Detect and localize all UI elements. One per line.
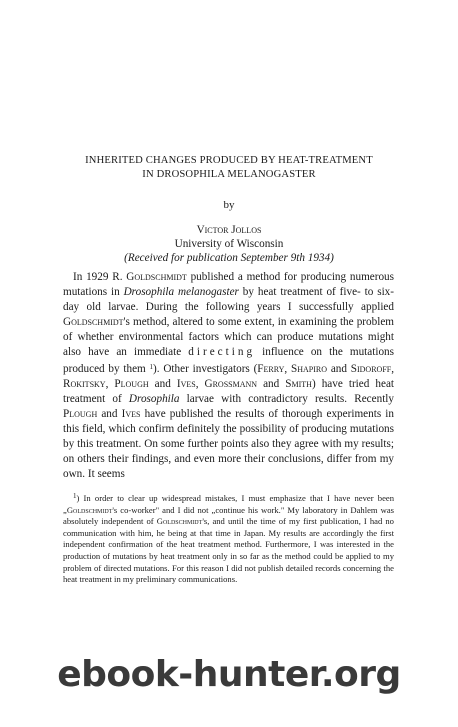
author-ref: Goldschmidt	[63, 316, 124, 328]
byline: by	[223, 199, 235, 211]
text-run: and	[327, 363, 351, 375]
footnote-ref[interactable]: 1	[149, 363, 154, 371]
text-run: have published the results of thorough experiments in this field, which confirm definitely the possibility of producing mutations by this treatment. On some further points also they agree with my results; on others their findings, and even more their conclusions, differ from my own. It seems	[63, 408, 394, 480]
author-ref: Grossmann	[204, 378, 258, 390]
paragraph-1	[63, 270, 394, 482]
author-ref: Goldschmidt	[126, 271, 187, 283]
text-run: published a method for producing numerous mutations in	[63, 271, 395, 298]
author-ref: Ives	[121, 408, 141, 420]
author-ref: Goldschmidt	[66, 504, 113, 515]
text-run: influence on the mutations produced by them	[63, 346, 395, 375]
text-run: by heat treatment of five- to six-day old larvae. During the following years I successfully applied	[63, 286, 394, 313]
author-ref: Ives	[176, 378, 196, 390]
text-run: larvae with contradictory results. Recently	[179, 393, 395, 405]
footnote	[63, 491, 394, 586]
text-run: and	[97, 408, 122, 420]
text-run: and	[148, 378, 177, 390]
spaced-emphasis: directing	[188, 346, 256, 358]
text-run: 's method, altered to some extent, in examining the problem of whether environmental factors which can produce mutations might also have an immediate	[63, 316, 394, 358]
author-ref: Shapiro	[291, 363, 328, 375]
title-line-2: IN DROSOPHILA MELANOGASTER	[142, 169, 316, 180]
author-ref: Sidoroff	[350, 363, 392, 375]
text-run: ,	[284, 363, 292, 375]
author-name: Victor Jollos	[196, 224, 262, 236]
text-run: ,	[195, 378, 205, 390]
author-ref: Smith	[285, 378, 312, 390]
affiliation: University of Wisconsin	[174, 238, 284, 250]
text-run: 's co-worker" and I did not „continue his work." My laboratory in Dahlem was absolutely independent of	[63, 504, 394, 527]
text-run: In 1929 R.	[73, 271, 127, 283]
watermark: ebook-hunter.org	[57, 654, 401, 695]
author-block	[0, 223, 458, 265]
author-ref: Plough	[114, 378, 149, 390]
text-run: ). Other investigators (	[153, 363, 258, 375]
title-line-1: INHERITED CHANGES PRODUCED BY HEAT-TREATMENT	[85, 155, 373, 166]
text-run: ) have tried heat treatment of	[63, 378, 395, 405]
footnote-mark: 1	[73, 492, 77, 500]
received-date: (Received for publication September 9th 1934)	[124, 252, 334, 264]
author-ref: Plough	[63, 408, 98, 420]
text-run: ,	[391, 363, 395, 375]
species-name: Drosophila	[128, 393, 180, 405]
author-ref: Rokitsky	[63, 378, 106, 390]
text-run: ,	[105, 378, 115, 390]
body-paragraph	[63, 270, 394, 482]
footnote-1	[63, 491, 394, 586]
text-run: and	[257, 378, 286, 390]
species-name: Drosophila melanogaster	[123, 286, 239, 298]
paper-title	[40, 154, 418, 182]
text-run: 's, and until the time of my first publication, I had no communication with him, he being at that time in Japan. My results are accordingly the first independent confirmation of the heat treatment method. Furthermore, I was interested in the production of mutations by heat treatment only in so far as the method could be applied to my problem of directed mutations. For this reason I did not publish detailed records concerning the heat treatment in my preliminary communications.	[63, 516, 394, 585]
author-ref: Goldschmidt	[156, 516, 203, 527]
text-run: ) In order to clear up widespread mistakes, I must emphasize that I have never been „	[63, 493, 394, 515]
author-ref: Ferry	[257, 363, 285, 375]
